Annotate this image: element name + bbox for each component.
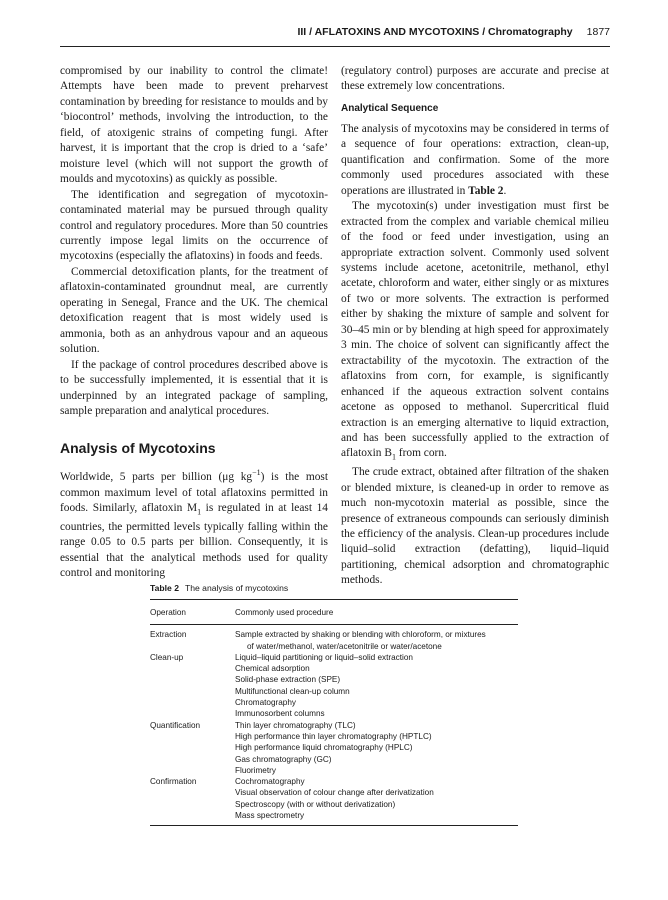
operation-cell: Clean-up (150, 652, 184, 662)
procedure-cell (235, 720, 518, 776)
table-row (150, 625, 518, 652)
table-row (150, 652, 518, 720)
paragraph: Worldwide, 5 parts per billion (μg $kg^{-1}$) is the most common maximum level of total aflatoxins permitted in foods. Similarly, aflatoxin $M_1$ is regulated in at least 14 countries, the permitted levels typically falling within the range 0.05 to 0.5 parts per billion. Consequently, it is essential that the analytical methods used for quality control and monitoring (60, 468, 328, 580)
table-reference: Table 2 (468, 184, 504, 197)
table-row (150, 776, 518, 826)
table-caption (150, 583, 288, 593)
table-header-operation: Operation (150, 600, 235, 625)
paragraph: (regulatory control) purposes are accurate and precise at these extremely low concentrations. (341, 65, 609, 93)
table-label: Table 2 (150, 583, 179, 593)
table-header-procedure: Commonly used procedure (235, 600, 518, 625)
paragraph: If the package of control procedures described above is to be successfully implemented, it is essential that it is underpinned by an integrated package of sampling, sample preparation and analytical procedures. (60, 358, 328, 417)
paragraph: compromised by our inability to control the climate! Attempts have been made to prevent preharvest contamination by breeding for resistance to moulds and by ‘biocontrol’ methods, involving the introduction, to the field, of atoxigenic strains of competing fungi. After harvest, it is important that the crop is dried to a ‘safe’ moisture level (which will not support the growth of moulds and mycotoxins) as quickly as possible. (60, 65, 328, 186)
paragraph: The crude extract, obtained after filtration of the shaken or blended mixture, is cleaned-up in order to remove as much non-mycotoxin material as possible, since the presence of extraneous compounds can seriously diminish the efficiency of the analysis. Clean-up procedures include liquid–solid extraction (defatting), liquid–liquid partitioning, chemical adsorption and chromatographic methods. (341, 466, 609, 587)
procedure-item: Chemical adsorption (235, 664, 310, 674)
procedure-item: Immunosorbent columns (235, 709, 325, 719)
operation-cell: Quantification (150, 720, 201, 730)
procedure-item: High performance thin layer chromatography (HPTLC) (235, 731, 432, 741)
procedure-cell (235, 776, 518, 826)
procedure-item: Sample extracted by shaking or blending with chloroform, or mixtures (235, 630, 486, 640)
procedure-item: Gas chromatography (GC) (235, 754, 332, 764)
section-heading: Analysis of Mycotoxins (60, 440, 216, 457)
procedure-item: Fluorimetry (235, 765, 276, 775)
procedure-item: of water/methanol, water/acetonitrile or water/acetone (247, 641, 442, 651)
paragraph: Commercial detoxification plants, for the treatment of aflatoxin-contaminated groundnut meal, are currently operating in Senegal, France and the UK. The chemical detoxification reagent that is most widely used is ammonia, both as an anhydrous vapour and an aqueous solution. (60, 265, 328, 356)
procedure-item: Liquid–liquid partitioning or liquid–solid extraction (235, 652, 413, 662)
procedure-cell (235, 652, 518, 720)
running-header (60, 26, 610, 47)
procedure-item: Cochromatography (235, 777, 305, 787)
table-row (150, 720, 518, 776)
left-column (60, 64, 328, 582)
procedure-item: Chromatography (235, 698, 296, 708)
procedure-cell (235, 625, 518, 652)
procedure-item: Solid-phase extraction (SPE) (235, 675, 341, 685)
procedure-item: Mass spectrometry (235, 811, 305, 821)
procedure-item: Thin layer chromatography (TLC) (235, 720, 356, 730)
analysis-table (150, 599, 518, 826)
paragraph: The analysis of mycotoxins may be considered in terms of a sequence of four operations: extraction, clean-up, quantification and confirmation. Some of the more commonly used procedures associated with these operations are illustrated in Table 2. (341, 122, 609, 197)
right-column (341, 64, 609, 589)
procedure-item: High performance liquid chromatography (HPLC) (235, 743, 413, 753)
paragraph: The mycotoxin(s) under investigation must first be extracted from the complex and variable chemical milieu of the food or feed under investigation, using an appropriate extraction solvent. Commonly used solvent systems include acetone, acetonitrile, methanol, ethyl acetate, chloroform and water, either singly or as mixtures of two or more solvents. The extraction is performed either by shaking the mixture of sample and solvent for 30–45 min or by blending at high speed for approximately 3 min. The choice of solvent can significantly affect the extractability of the mycotoxin. The extraction of the aflatoxins from corn, for example, is significantly enhanced if the aqueous extraction solvent contains acetone as opposed to methanol. Supercritical fluid extraction is an emerging alternative to liquid extraction, and has been successfully applied to the extraction of aflatoxin $B_1$ from corn. (341, 200, 609, 462)
operation-cell: Extraction (150, 630, 187, 640)
paragraph: The identification and segregation of mycotoxin-contaminated material may be pursued through quality control and regulatory procedures. More than 50 countries currently impose legal limits on the occurrence of mycotoxins (especially the aflatoxins) in foods and feeds. (60, 188, 328, 263)
table-caption-text: The analysis of mycotoxins (184, 583, 289, 593)
procedure-item: Visual observation of colour change after derivatization (235, 788, 434, 798)
procedure-item: Multifunctional clean-up column (235, 686, 350, 696)
procedure-item: Spectroscopy (with or without derivatization) (235, 799, 396, 809)
running-head-title: III / AFLATOXINS AND MYCOTOXINS / Chromatography (297, 26, 573, 38)
operation-cell: Confirmation (150, 776, 235, 826)
subsection-heading: Analytical Sequence (341, 102, 439, 114)
page-number: 1877 (586, 26, 610, 38)
